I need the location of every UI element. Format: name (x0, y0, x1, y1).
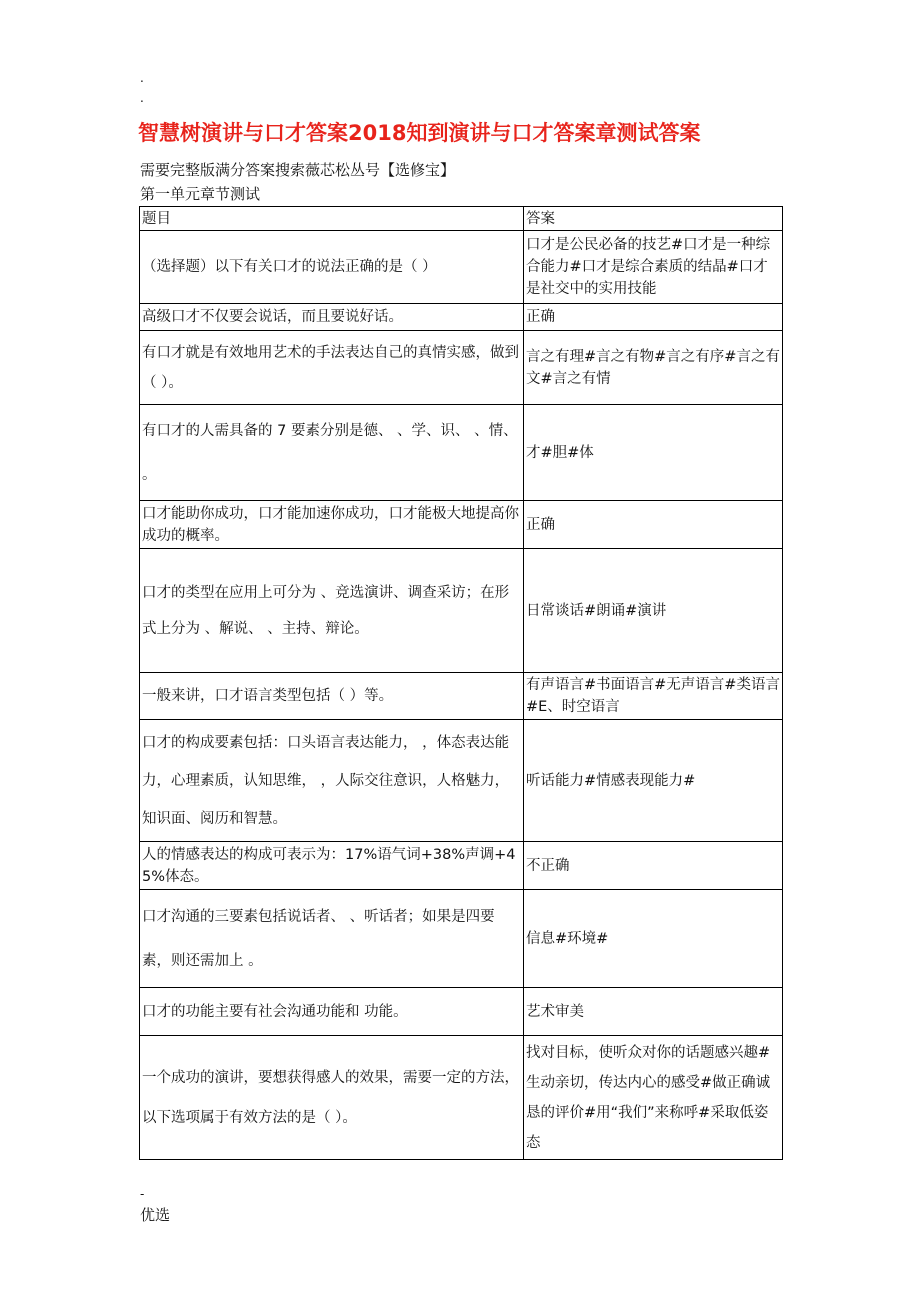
answer-cell: 日常谈话#朗诵#演讲 (524, 549, 783, 673)
answer-column-header: 答案 (524, 207, 783, 231)
page-title: 智慧树演讲与口才答案2018知到演讲与口才答案章测试答案 (138, 121, 701, 145)
answer-cell: 不正确 (524, 842, 783, 890)
table-row (140, 304, 783, 331)
table-row (140, 890, 783, 988)
answer-cell: 找对目标，使听众对你的话题感兴趣#生动亲切，传达内心的感受#做正确诚恳的评价#用“我们”来称呼#采取低姿态 (524, 1036, 783, 1160)
header-mark-1: . (140, 71, 144, 85)
question-cell: 高级口才不仅要会说话，而且要说好话。 (140, 304, 524, 331)
question-cell: 一个成功的演讲，要想获得感人的效果，需要一定的方法，以下选项属于有效方法的是（ ）。 (140, 1036, 524, 1160)
header-mark-2: . (140, 91, 144, 105)
answer-cell: 艺术审美 (524, 988, 783, 1036)
question-cell: 一般来讲，口才语言类型包括（ ）等。 (140, 673, 524, 720)
table-row (140, 842, 783, 890)
section-heading: 第一单元章节测试 (140, 185, 261, 203)
answer-cell: 言之有理#言之有物#言之有序#言之有文#言之有情 (524, 331, 783, 405)
table-row (140, 331, 783, 405)
table-row (140, 673, 783, 720)
footer-label: 优选 (140, 1206, 171, 1224)
question-cell: 口才的类型在应用上可分为 、竞选演讲、调查采访；在形式上分为 、解说、 、主持、辩论。 (140, 549, 524, 673)
table-row (140, 405, 783, 501)
question-cell: 口才沟通的三要素包括说话者、 、听话者；如果是四要素，则还需加上 。 (140, 890, 524, 988)
question-column-header: 题目 (140, 207, 524, 231)
answer-cell: 正确 (524, 304, 783, 331)
qa-table (139, 206, 783, 1160)
answer-cell: 正确 (524, 501, 783, 549)
table-row (140, 988, 783, 1036)
question-cell: 口才的功能主要有社会沟通功能和 功能。 (140, 988, 524, 1036)
question-cell: 口才能助你成功，口才能加速你成功，口才能极大地提高你成功的概率。 (140, 501, 524, 549)
table-row (140, 231, 783, 304)
answer-cell: 口才是公民必备的技艺#口才是一种综合能力#口才是综合素质的结晶#口才是社交中的实用技能 (524, 231, 783, 304)
answer-cell: 听话能力#情感表现能力# (524, 720, 783, 842)
table-row (140, 1036, 783, 1160)
question-cell: （选择题）以下有关口才的说法正确的是（ ） (140, 231, 524, 304)
table-row (140, 720, 783, 842)
answer-cell: 信息#环境# (524, 890, 783, 988)
question-cell: 有口才就是有效地用艺术的手法表达自己的真情实感，做到（ ）。 (140, 331, 524, 405)
question-cell: 有口才的人需具备的 7 要素分别是德、 、学、识、 、情、 。 (140, 405, 524, 501)
footer-mark: - (140, 1187, 145, 1201)
table-row (140, 549, 783, 673)
answer-cell: 有声语言#书面语言#无声语言#类语言#E、时空语言 (524, 673, 783, 720)
question-cell: 人的情感表达的构成可表示为：17%语气词+38%声调+45%体态。 (140, 842, 524, 890)
table-row (140, 501, 783, 549)
table-header-row (140, 207, 783, 231)
promo-note: 需要完整版满分答案搜索薇芯松丛号【选修宝】 (140, 161, 456, 179)
question-cell: 口才的构成要素包括：口头语言表达能力， ，体态表达能力，心理素质，认知思维， ，人际交往意识，人格魅力，知识面、阅历和智慧。 (140, 720, 524, 842)
answer-cell: 才#胆#体 (524, 405, 783, 501)
